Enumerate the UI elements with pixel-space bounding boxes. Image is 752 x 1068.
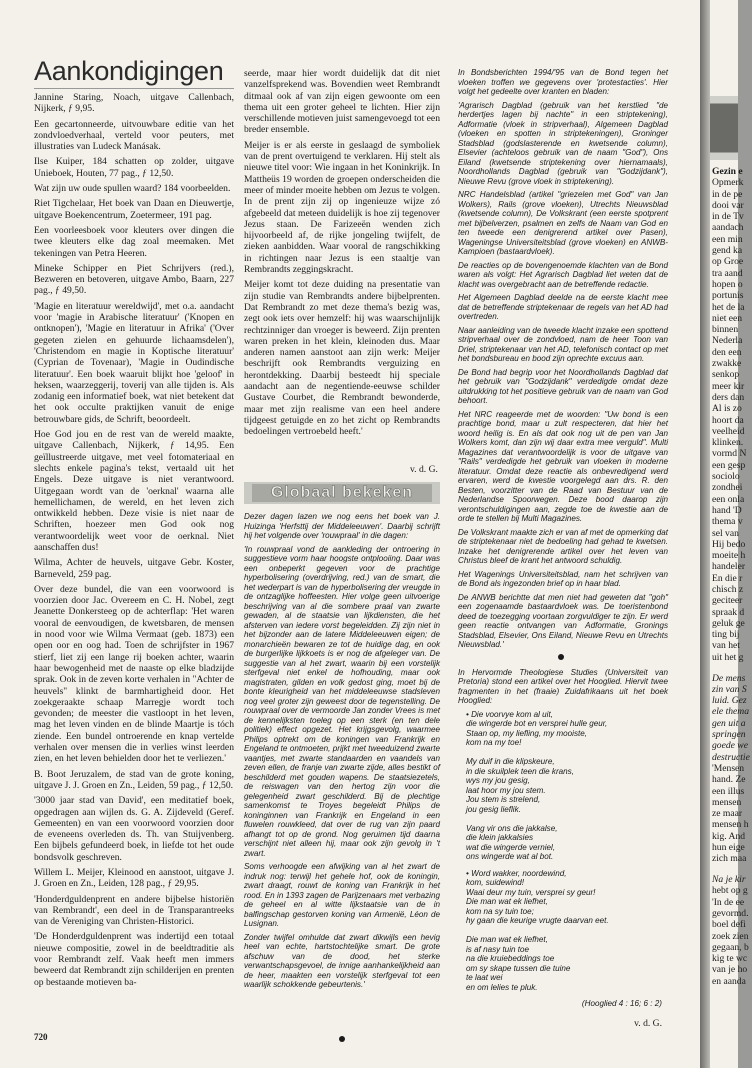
poem-line: Die man wat ek liefhet,: [466, 897, 548, 906]
review-paragraph: Meijer komt tot deze duiding na presentatie van zijn studie van Rembrandts andere bijbelprenten. Dat Rembrandt zo met deze thema's bezig was, zegt ook iets over hemzelf: hij was waarschijnlijk rechtzinniger dan vroeger is beweerd. Zijn prenten waren preken in het klein, kleinoden dus. Maar anderen namen aanstoot aan zijn werk: Meijer beschrijft ook Rembrandts verguizing en herontdekking. Daarbij besteedt hij speciale aandacht aan de negentiende-eeuwse schilder Gustave Courbet, die Rembrandt bewonderde, maar met zijn realisme van een heel andere tijdgeest getuigde en zo het zicht op Rembrandts bedoelingen vertroebeld heeft.': [244, 279, 440, 438]
announcement-paragraph: Willem L. Meijer, Kleinood en aanstoot, uitgave J. J. Groen en Zn., Leiden, 128 pag., ƒ 29,95.: [34, 867, 234, 890]
next-page-line: gen uit a: [712, 717, 746, 729]
divider-bullet: [558, 654, 564, 660]
next-page-line: kig te wc: [712, 953, 748, 965]
next-page-line: zin van S: [712, 683, 747, 695]
bond-paragraph: In Bondsberichten 1994/'95 van de Bond tegen het vloeken troffen we gegevens over 'protestacties'. Hier volgt het gedeelte over kranten en bladen:: [458, 68, 668, 96]
announcement-paragraph: '3000 jaar stad van David', een meditatief boek, opgedragen aan wijlen ds. G. A. Zijdeveld (Geref. Gemeenten) en van een voorwoord voorzien door de eveneens overleden ds. Th. van Stuijvenberg. Een bijbels gefundeerd boek, in liefde tot het oude bondsvolk geschreven.: [34, 795, 234, 863]
next-page-line: hopen o: [712, 278, 743, 290]
next-page-line: uit het g: [712, 651, 744, 663]
poem-line: [466, 814, 668, 824]
announcement-paragraph: Mineke Schipper en Piet Schrijvers (red.), Bezweren en betoveren, uitgave Ambo, Baarn, 227 pag., ƒ 49,50.: [34, 262, 234, 297]
poem-line: jou gesig lieflik.: [466, 804, 521, 814]
announcement-paragraph: Riet Tigchelaar, Het boek van Daan en Dieuwertje, uitgave Boekencentrum, Zoetermeer, 191 pag.: [34, 198, 234, 221]
next-page-line: gevormd.: [712, 908, 749, 919]
next-page-line: sociolo: [712, 471, 740, 483]
poem-line: [466, 926, 668, 936]
poem-line: die wingerde bot en versprei hulle geur,: [466, 719, 608, 728]
next-page-line: tra aand: [712, 267, 743, 279]
announcement-paragraph: Een voorleesboek voor kleuters over dingen die twee kleuters elke dag zoal meemaken. Met tekeningen van Petra Heeren.: [34, 224, 234, 259]
next-page-edge: [710, 0, 750, 1068]
banner-inner: [252, 484, 432, 502]
next-page-line: een gesp: [712, 459, 746, 471]
bond-paragraph: De reacties op de bovengenoemde klachten van de Bond waren als volgt: Het Agrarisch Dagblad liet weten dat de klacht was overgebracht aan de betreffende redactie.: [458, 260, 668, 289]
next-page-line: De mens: [712, 672, 746, 684]
poem-line: • Die voorvye kom al uit,: [466, 709, 553, 719]
quote-paragraph: Zonder twijfel omhulde dat zwart dikwijls een hevig heel van echte, hartstochtelijke smart. De grote afschuw van de dood, het sterke verwantschapsgevoel, de innige aanhankelijkheid aan de heer, maakten een vorstelijk sterfgeval tot een waarlijk schokkende gebeurtenis.': [244, 932, 440, 989]
huizinga-quote-column: [244, 512, 440, 1042]
next-page-line: mensen: [712, 796, 742, 808]
poem-line: na die kruiebeddings toe: [466, 954, 555, 963]
poem-line: Staan op, my liefling, my mooiste,: [466, 728, 588, 738]
next-page-line: hun eige: [712, 842, 745, 854]
banner-label: Globaal bekeken: [270, 484, 414, 501]
next-page-image: [710, 96, 738, 160]
next-page-line: hebt op g: [712, 885, 748, 897]
next-page-line: in de pe: [712, 188, 743, 200]
announcement-paragraph: Een gecartonneerde, uitvouwbare editie van het zondvloedverhaal, verteld voor peuters, met illustraties van Ludeck Manásak.: [34, 118, 234, 153]
quote-paragraph: 'In rouwpraal vond de aankleding der ontroering in suggestieve vorm haar hoogste ontplooiing. Daar was een onbeperkt gegeven voor de prachtige hyperbolisering (overdrijving, red.) van de smart, die het wederpart is van de hyperbolisering der vreugde in de ontzaglijke hoffeesten. Hier volge geen uitvoerige beschrijving van al die sombere praal van zwarte gewaden, al de staatsie van lijkdiensten, die het afsterven van iedere vorst begeleidden. Zij zijn niet in het bijzonder aan de latere Middeleeuwen eigen; de monarchieën bewaren ze tot de huidige dag, en ook de burgerlijke lijkkoets is er nog de afgeleger van. De suggestie van al het zwart, waarin bij een vorstelijk sterfgeval niet enkel de hofhouding, maar ook magistraten, gilden en volk gedost ging, moet bij de bonte kleurigheid van het middeleeuwse stadsleven nog veel groter zijn geweest door de tegenstelling. De rouwpraal over de vermoorde Jan zonder Vrees is met de kennelijksten toeleg op een sterk (en ten dele politiek) effect opgezet. Het krijgsgevolg, waarmee Philips optrekt om de koningen van Frankrijk en Engeland te ontmoeten, prijkt met tweeduizend zwarte vaantjes, met zwarte standaarden en vaandels van zeven ellen, de franje van zwarte zijde, alles bestikt of beschilderd met gouden wapens. De staatsiezetels, de reiswagen van den hertog zijn voor die gelegenheid zwart geschilderd. Bij de plechtige samenkomst te Troyes begeleidt Philips de koninginnen van Frankrijk en Engeland in een fluwelen rouwkleed, dat over de rug van zijn paard afhangt tot op de grond. Nog geruimen tijd daarna verschijnt niet alleen hij, maar ook zijn gevolg in 't zwart.: [244, 544, 440, 858]
announcement-paragraph: Wilma, Achter de heuvels, uitgave Gebr. Koster, Barneveld, 259 pag.: [34, 557, 234, 580]
bondsberichten-column: [458, 68, 668, 1033]
hooglied-fragment-1: [466, 710, 668, 862]
section-end-bullet: [339, 1036, 345, 1042]
poem-line: die klein jakkalsies: [466, 833, 534, 842]
next-page-line: meer kir: [712, 380, 745, 392]
bond-paragraph: De ANWB berichtte dat men niet had geweten dat "goh" een zogenaamde bastaardvloek was. De toeristenbond deed de toezegging voortaan zorgvuldiger te zijn. Er werd geen reactie ontvangen van Adformatie, Gronings Stadsblad, Elsevier, Ons Eiland, Nieuwe Revu en Utrechts Nieuwsblad.': [458, 592, 668, 649]
poem-line: • Word wakker, noordewind,: [466, 868, 567, 878]
poem-line: wat die wingerde verniel,: [466, 842, 556, 852]
announcement-paragraph: Hoe God jou en de rest van de wereld maakte, uitgave Callenbach, Nijkerk, ƒ 14,95. Een geïllustreerde uitgave, met veel fotomateriaal en slechts enkele pagina's tekst, vertaald uit het Engels. Deze uitgave is niet verantwoord. Uitgegaan wordt van de 'oerknal' waarna alle hemellichamen, de wereld, en het leven zich ontwikkeld hebben. Deze visie is niet naar de Schriften, hoezeer men God ook nog verantwoordelijk weet voor de oerknal. Niet aanschaffen dus!: [34, 429, 234, 553]
next-page-line: hand. Ze: [712, 774, 746, 786]
next-page-line: geciteer: [712, 595, 743, 607]
poem-line: te laat wei: [466, 973, 503, 982]
next-page-line: een onla: [712, 493, 745, 505]
next-page-line: handeler: [712, 561, 746, 573]
next-page-line: Gezin e: [712, 166, 743, 177]
next-page-line: ting bij: [712, 629, 740, 641]
heading-rule: [34, 88, 234, 89]
hervormde-intro: In Hervormde Theologiese Studies (Universiteit van Pretoria) stond een artikel over het Hooglied. Hiervit twee fragmenten in het (fraaie) Zuidafrikaans uit het boek Hooglied:: [458, 667, 668, 705]
next-page-line: dooi var: [712, 199, 744, 211]
poem-line: My duif in die klipskeure,: [466, 757, 555, 766]
next-page-line: goede we: [712, 740, 748, 752]
announcement-paragraph: 'Magie en literatuur wereldwijd', met o.a. aandacht voor 'magie in Arabische literatuur' ('Knopen en ontknopen'), 'Magie en literatuur in Afrika' ('Over gegeten zielen en gehuurde lichaamsdelen'), 'Christendom en magie in Koptische literatuur' (Cyprian de Tovenaar), 'Magie in Oudindische literatuur'. Een boek waaruit blijkt hoe 'geloof' in heksen, waarzeggerij, toverij van alle tijden is. Als zodanig een informatief boek, wat niet betekent dat het ook occulte praktijken vanuit de enige betrouwbare gids, de Schrift, beoordeelt.: [34, 300, 234, 425]
bond-paragraph: Het Algemeen Dagblad deelde na de eerste klacht mee dat de betreffende striptekenaar de regels van het AD had overtreden.: [458, 293, 668, 321]
next-page-line: niet een: [712, 312, 743, 324]
next-page-line: boel defi: [712, 919, 746, 931]
next-page-line: gend ka: [712, 245, 743, 257]
next-page-line: in de Tv: [712, 211, 744, 223]
bond-paragraph: De Volkskrant maakte zich er van af met de opmerking dat de striptekenaar niet de bedoeling had gehad te kwetsen. Inzake het denigrerende artikel over het leven van Christus bleef de krant het antwoord schuldig.: [458, 527, 668, 565]
hooglied-fragment-2: [466, 869, 668, 993]
announcement-paragraph: Ilse Kuiper, 184 schatten op zolder, uitgave Unieboek, Houten, 77 pag., ƒ 12,50.: [34, 156, 234, 179]
next-page-line: zoek zien: [712, 930, 749, 942]
bond-paragraph: 'Agrarisch Dagblad (gebruik van het kerstlied "de herdertjes lagen bij nachte" in een striptekening), Adformatie (vloek in stripverhaal), Algemeen Dagblad (vloeken en spotten in striptekeningen), Groninger Stadsblad (godslasterende en kwetsende column), Elsevier (achteloos gebruik van de naam "God"), Ons Eiland (kwetsende striptekening over hiernamaals), Noordhollands Dagblad (gebruik van "Godzijdank"), Nieuwe Revu (grove vloek in striptekening).: [458, 100, 668, 186]
next-page-line: thema v: [712, 516, 743, 528]
next-page-line: Na je kir: [712, 874, 746, 886]
next-page-line: spraak d: [712, 606, 745, 618]
poem-line: Waai deur my tuin, versprei sy geur!: [466, 887, 596, 897]
next-page-line: sel van: [712, 527, 739, 539]
next-page-line: den een: [712, 346, 742, 358]
page-title: Aankondigingen: [34, 56, 224, 86]
next-page-line: geluk ge: [712, 617, 745, 629]
next-page-line: binnen: [712, 324, 739, 336]
review-paragraph: Meijer is er als eerste in geslaagd de symboliek van de prent overtuigend te verklaren. Hij stelt als nieuwe titel voor: Wie ingaan in het Koninkrijk. In Mattheüs 19 worden de groepen onderscheiden die meer of minder moeite hebben om Jezus te volgen. In de prent zijn zij op ingenieuze wijze zó afgebeeld dat meteen duidelijk is hoe zij tegenover Jezus staan. De Farizeeën wenden zich hijvoorbeeld af, de rijke jongeling twijfelt, de zieken aanbidden. Waar vooral de rangschikking in richtingen naar Jezus is een staaltje van Rembrandts zeggingskracht.: [244, 139, 440, 276]
poem-line: ons wingerde wat al bot.: [466, 852, 554, 861]
quote-paragraph: Soms verhoogde een afwijking van al het zwart de indruk nog: terwijl het gehele hof, ook de koningin, zwart draagt, rouwt de koning van Frankrijk in het rood. En in 1393 zagen de Parijzenaars met verbazing de geheel en al witte lijkstaatsie van de in balfingschap gestorven koning van Armenië, Léon de Lusignan.: [244, 862, 440, 928]
bondsberichten-text: [458, 68, 668, 650]
next-page-line: ze maar: [712, 808, 743, 820]
next-page-line: [712, 663, 752, 673]
next-page-line: destructie: [712, 751, 750, 763]
next-page-line: hoort da: [712, 414, 744, 426]
next-page-line: Hij bedo: [712, 538, 746, 550]
announcement-paragraph: 'Honderdguldenprent en andere bijbelse historiën van Rembrandt', een deel in de Transparantreeks van de Vereniging van Christen-Historici.: [34, 893, 234, 928]
announcements-column: [34, 92, 234, 1032]
poem-line: Jou stem is strelend,: [466, 795, 541, 804]
poem-line: in die skuilplek teen die krans,: [466, 766, 574, 776]
quote-paragraph: Dezer dagen lazen we nog eens het boek van J. Huizinga 'Herfsttij der Middeleeuwen'. Daarbij schrijft hij het volgende over 'rouwpraal' in die dagen:: [244, 512, 440, 540]
next-page-line: moeite h: [712, 550, 746, 562]
announcement-paragraph: 'De Honderdguldenprent was indertijd een totaal nieuwe compositie, zowel in de beeldtraditie als voor Rembrandt zelf. Vaak heeft men immers beweerd dat Rembrandt zijn schilderijen en prenten op bestaande motieven ba-: [34, 931, 234, 988]
next-page-line: hand 'D: [712, 504, 742, 516]
next-page-line: klinken.: [712, 437, 744, 449]
next-page-line: gegaan, b: [712, 941, 749, 953]
next-page-line: zwakke: [712, 358, 742, 370]
poem-line: Die man wat ek liefhet,: [466, 935, 548, 944]
announcement-paragraph: Over deze bundel, die van een voorwoord is voorzien door Jac. Overeem en C. H. Nobel, zegt Jeanette Donkersteeg op de achterflap: 'Het waren vooral de eenvoudigen, de kwetsbaren, de mensen in nood voor wie Wilma Vermaat (geb. 1873) een open oor en oog had. Toen de schrijfster in 1967 stierf, liet zij een lange rij boeken achter, waarin haar bewogenheid met de naaste op elke bladzijde sprak. Ook in de zeven korte verhalen in "Achter de heuvels" klinkt de barmhartigheid door. Het zoekgeraakte schaap Marregje wordt toch gevonden; de meester die vastloopt in het leven, mag het leven vinden en de blinde Maartje is tóch ziende. Een bundel ontroerende en knap vertelde verhalen over mensen die in verlies winst leerden zien, en het leven behielden door het te verliezen.': [34, 583, 234, 765]
bond-paragraph: Het Wagenings Universiteitsblad, nam het schrijven van de Bond als ingezonden brief op in haar blad.: [458, 569, 668, 588]
next-page-line: zich maa: [712, 853, 747, 865]
next-page-line: veelheid: [712, 425, 745, 437]
next-page-line: een min: [712, 233, 743, 245]
next-page-line: 'In de ee: [712, 896, 745, 908]
next-page-line: luid. Gez: [712, 695, 747, 707]
poem-line: kom, suidewind!: [466, 878, 525, 887]
next-page-line: aandach: [712, 222, 744, 234]
announcement-paragraph: B. Boot Jeruzalem, de stad van de grote koning, uitgave J. J. Groen en Zn., Leiden, 59 pag., ƒ 12,50.: [34, 768, 234, 791]
announcement-paragraph: Jannine Staring, Noach, uitgave Callenbach, Nijkerk, ƒ 9,95.: [34, 92, 234, 115]
next-page-line: springen: [712, 729, 746, 741]
next-page-line: ele thema: [712, 706, 750, 718]
next-page-text: [712, 166, 752, 987]
poem-line: [466, 748, 668, 758]
announcement-paragraph: Wat zijn uw oude spullen waard? 184 voorbeelden.: [34, 183, 231, 195]
book-gutter: [700, 0, 710, 1068]
next-page-line: senkop: [712, 369, 740, 381]
next-page-line: mensen h: [712, 819, 749, 831]
poem-line: om sy skape tussen die tuine: [466, 963, 571, 973]
next-page-line: [712, 865, 752, 875]
review-paragraph: seerde, maar hier wordt duidelijk dat dit niet vanzelfsprekend was. Bovendien weet Rembrandt ditmaal ook af van zijn eigen gewoonte om een thema uit een groter geheel te lichten. Hier zijn verschillende motieven juist samengevoegd tot een breder ensemble.: [244, 68, 440, 136]
next-page-line: van het: [712, 640, 740, 652]
bond-paragraph: Naar aanleiding van de tweede klacht inzake een spottend stripverhaal over de zondvloed, nam de heer Toon van Driel, striptekenaar van het AD, telefonisch contact op met het bondsbureau en bood zijn oprechte excuus aan.: [458, 325, 668, 363]
bond-paragraph: De Bond had begrip voor het Noordhollands Dagblad dat het gebruik van "Godzijdank" verdedigde omdat deze uitdrukking tot het positieve gebruik van de naam van God behoort.: [458, 367, 668, 405]
rembrandt-review-column: [244, 68, 440, 478]
poem-line: kom na sy tuin toe;: [466, 906, 534, 916]
column-signature: v. d. G.: [634, 1017, 662, 1029]
next-page-line: 'Mensen: [712, 762, 745, 774]
poem-reference: (Hooglied 4 : 16; 6 : 2): [581, 999, 662, 1008]
next-page-line: portunis: [712, 290, 744, 302]
next-page-line: Opmerk: [712, 177, 744, 189]
poem-line: en om lelies te pluk.: [466, 982, 538, 992]
next-page-line: kig. And: [712, 830, 746, 842]
next-page-line: ders dan: [712, 391, 745, 403]
globaal-bekeken-banner: [244, 482, 440, 504]
poem-line: kom na my toe!: [466, 738, 522, 747]
poem-line: hy gaan die keurige vrugte daarvan eet.: [466, 916, 609, 925]
next-page-line: En die r: [712, 572, 743, 584]
next-page-line: Al is zo: [712, 403, 742, 415]
review-signature: v. d. G.: [410, 464, 438, 475]
next-page-line: op Groe: [712, 256, 744, 268]
page-number: 720: [34, 1032, 48, 1042]
next-page-line: en aanda: [712, 975, 746, 987]
next-page-line: Nederla: [712, 335, 743, 347]
poem-line: wys my jou gesig,: [466, 776, 530, 785]
poem-line: laat hoor my jou stem.: [466, 785, 546, 795]
next-page-line: vormd N: [712, 448, 747, 460]
poem-line: is af nasy tuin toe: [466, 944, 529, 954]
bond-paragraph: Het NRC reageerde met de woorden: "Uw bond is een prachtige bond, maar u zult respecteren, dat hier het woord heilig is. En als dat ook nog uit de pen van Jan Wolkers komt, dan zijn wij daar extra mee verguld". Multi Magazines dat verantwoordelijk is voor de uitgave van "Rails" verdedigde het gebruik van vloeken in moderne literatuur. Omdat deze reactie als onbevredigend werd ervaren, werd de kwestie voorgelegd aan drs. R. den Besten, voorzitter van de Raad van Bestuur van de Nederlandse Spoorwegen. Deze bood daarop zijn verontschuldigingen aan, zegde toe de kwestie aan de orde te stellen bij Multi Magazines.: [458, 409, 668, 523]
poem-line: Vang vir ons die jakkalse,: [466, 823, 558, 833]
next-page-line: chisch z: [712, 583, 744, 595]
next-page-line: een illus: [712, 785, 745, 797]
next-page-line: het de la: [712, 301, 745, 313]
next-page-line: van je ho: [712, 964, 748, 976]
next-page-line: zondhei: [712, 482, 743, 494]
bond-paragraph: NRC Handelsblad (artikel "griezelen met God" van Jan Wolkers), Rails (grove vloeken), Utrechts Nieuwsblad (kwetsende column), De Volkskrant (een eerste spotprent met bijbelverzen, psalmen en zelfs de Naam van God en ten tweede een denigrerend artikel over Pasen), Wageningse Universiteitsblad (grove vloeken) en ANWB-Kampioen (bastaardvloek).: [458, 190, 668, 256]
